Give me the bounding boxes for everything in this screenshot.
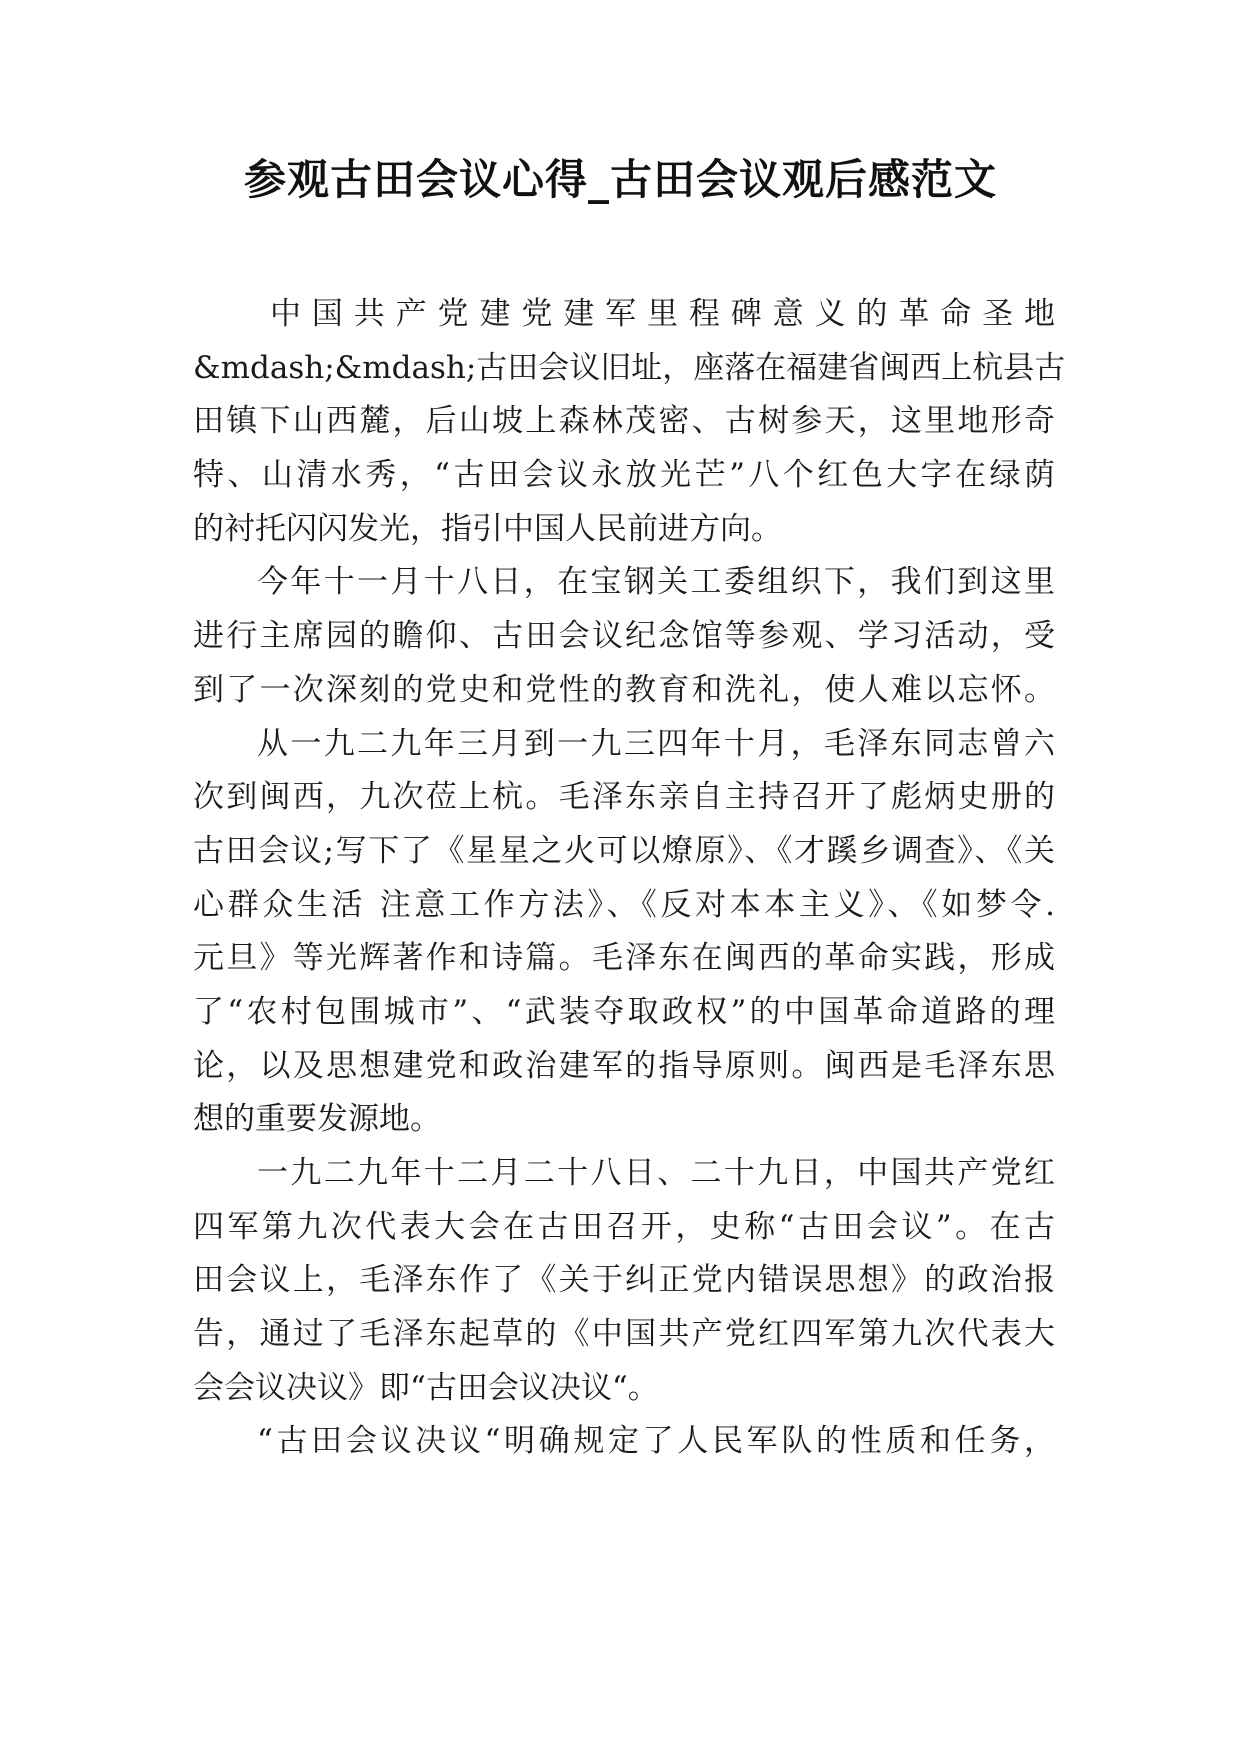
- body-text-line: 论，以及思想建党和政治建军的指导原则。闽西是毛泽东思: [193, 1047, 1055, 1084]
- body-text-line: 元旦》等光辉著作和诗篇。毛泽东在闽西的革命实践，形成: [193, 940, 1055, 977]
- body-text-line: 想的重要发源地。: [193, 1101, 441, 1138]
- body-text-line: 一九二九年十二月二十八日、二十九日，中国共产党红: [257, 1155, 1055, 1191]
- body-text-line: 了“农村包围城市”、“武装夺取政权”的中国革命道路的理: [193, 993, 1055, 1030]
- body-text-line: &mdash;&mdash;古田会议旧址，座落在福建省闽西上杭县古: [193, 349, 1066, 386]
- body-text-line: 心群众生活 注意工作方法》、《反对本本主义》、《如梦令.: [193, 886, 1055, 923]
- body-text-line: 到了一次深刻的党史和党性的教育和洗礼，使人难以忘怀。: [193, 671, 1055, 708]
- body-text-line: 次到闽西，九次莅上杭。毛泽东亲自主持召开了彪炳史册的: [193, 779, 1055, 816]
- body-text-line: 告，通过了毛泽东起草的《中国共产党红四军第九次代表大: [193, 1316, 1055, 1353]
- body-text-line: 进行主席园的瞻仰、古田会议纪念馆等参观、学习活动，受: [193, 618, 1055, 655]
- body-text-line: 的衬托闪闪发光，指引中国人民前进方向。: [193, 510, 782, 547]
- body-text-line: 今年十一月十八日，在宝钢关工委组织下，我们到这里: [257, 564, 1055, 601]
- body-text-line: “古田会议决议“明确规定了人民军队的性质和任务，: [257, 1423, 1055, 1460]
- body-text-line: 中国共产党建党建军里程碑意义的革命圣地: [270, 296, 1055, 332]
- body-text-line: 古田会议;写下了《星星之火可以燎原》、《才蹊乡调查》、《关: [193, 832, 1055, 869]
- body-text-line: 会会议决议》即“古田会议决议“。: [193, 1369, 659, 1406]
- body-text-line: 四军第九次代表大会在古田召开，史称“古田会议”。在古: [193, 1208, 1055, 1245]
- body-text-line: 特、山清水秀，“古田会议永放光芒”八个红色大字在绿荫: [193, 457, 1055, 494]
- body-text-line: 田镇下山西麓，后山坡上森林茂密、古树参天，这里地形奇: [193, 403, 1055, 440]
- document-body: [193, 288, 1066, 1469]
- body-text-line: 从一九二九年三月到一九三四年十月，毛泽东同志曾六: [257, 725, 1055, 762]
- body-text-line: 田会议上，毛泽东作了《关于纠正党内错误思想》的政治报: [193, 1262, 1055, 1299]
- document-title: 参观古田会议心得_古田会议观后感范文: [243, 155, 997, 204]
